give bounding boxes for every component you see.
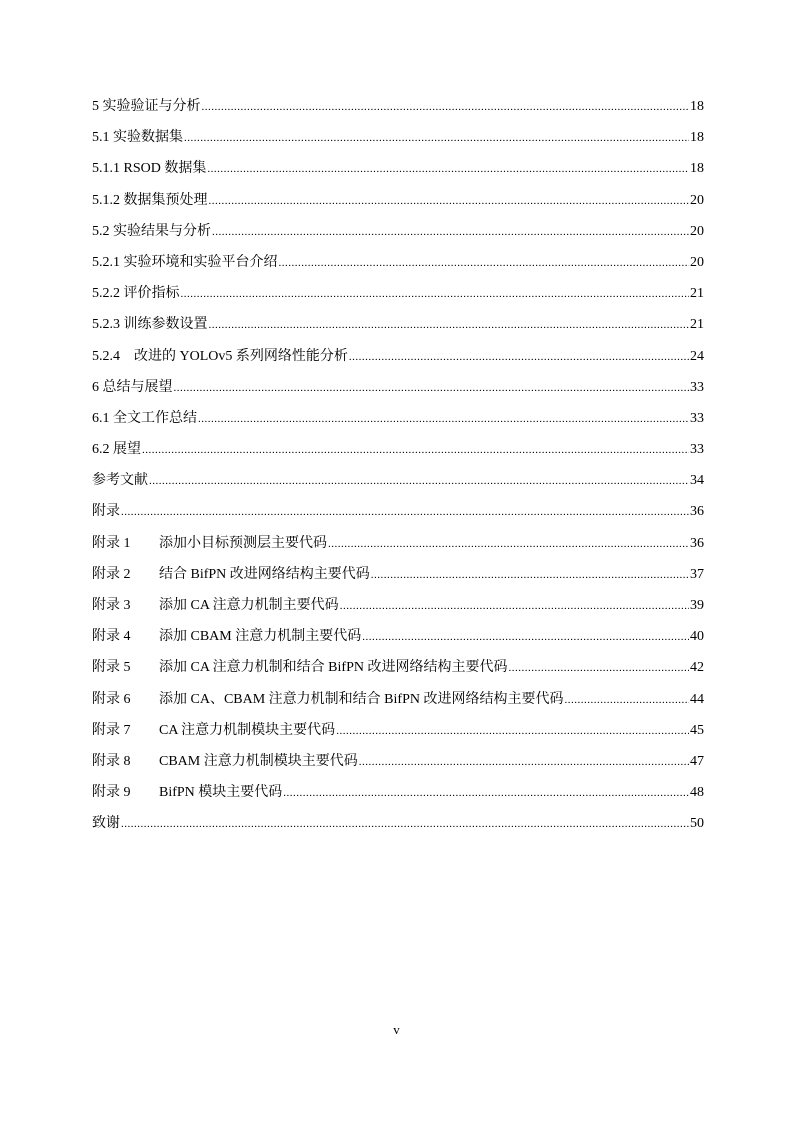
toc-page-number: 20 [690, 223, 704, 239]
toc-leader-dots [328, 529, 689, 560]
toc-entry-title [92, 621, 361, 652]
toc-entry-title: 5 实验验证与分析 [92, 99, 201, 114]
toc-entry-title [92, 684, 563, 715]
appendix-prefix: 附录 3 [92, 598, 131, 613]
appendix-title: BifPN 模块主要代码 [159, 785, 283, 801]
toc-page-number: 50 [690, 816, 704, 832]
toc-entry[interactable] [92, 434, 704, 465]
appendix-prefix: 附录 6 [92, 691, 131, 707]
toc-entry[interactable] [92, 808, 704, 839]
toc-entry-title: 5.2.1 实验环境和实验平台介绍 [92, 254, 278, 270]
toc-entry-title: 参考文献 [92, 473, 148, 489]
toc-page-number: 42 [690, 660, 704, 676]
toc-entry-title: 附录 [92, 504, 120, 520]
toc-leader-dots [142, 435, 689, 466]
toc-leader-dots [279, 248, 690, 279]
toc-entry[interactable] [92, 185, 704, 216]
toc-page-number: 18 [690, 99, 704, 114]
appendix-title: 结合 BifPN 改进网络结构主要代码 [159, 566, 370, 582]
toc-leader-dots [184, 123, 689, 154]
toc-page-number: 33 [690, 410, 704, 426]
appendix-prefix: 附录 9 [92, 785, 131, 801]
toc-entry-title [92, 746, 358, 777]
toc-page-number: 33 [690, 379, 704, 395]
toc-appendix-entry[interactable] [92, 590, 704, 621]
appendix-title: 添加 CA、CBAM 注意力机制和结合 BifPN 改进网络结构主要代码 [159, 691, 564, 707]
toc-entry[interactable] [92, 372, 704, 403]
toc-page-number: 44 [690, 691, 704, 707]
toc-entry-title: 5.1.2 数据集预处理 [92, 192, 208, 208]
toc-page-number: 36 [690, 504, 704, 520]
toc-appendix-entry[interactable] [92, 746, 704, 777]
toc-entry-title: 5.2.3 训练参数设置 [92, 317, 208, 333]
appendix-title: 添加小目标预测层主要代码 [159, 535, 327, 551]
toc-page-number: 24 [690, 348, 704, 364]
toc-appendix-entry[interactable] [92, 684, 704, 715]
toc-appendix-entry[interactable] [92, 621, 704, 652]
toc-entry[interactable] [92, 465, 704, 496]
appendix-title: 添加 CA 注意力机制主要代码 [159, 598, 339, 613]
toc-entry[interactable] [92, 153, 704, 184]
toc-entry-title [92, 777, 282, 808]
toc-page-number: 45 [690, 722, 704, 738]
toc-page-number: 48 [690, 785, 704, 801]
toc-entry[interactable] [92, 403, 704, 434]
appendix-prefix: 附录 1 [92, 535, 131, 551]
toc-leader-dots [149, 466, 689, 497]
table-of-contents [92, 91, 704, 840]
toc-entry[interactable] [92, 341, 704, 372]
toc-entry-title: 5.1 实验数据集 [92, 130, 183, 146]
toc-page-number: 18 [690, 161, 704, 177]
toc-page-number: 34 [690, 473, 704, 489]
toc-leader-dots [202, 92, 690, 123]
toc-page-number: 33 [690, 442, 704, 458]
toc-entry-title: 6 总结与展望 [92, 379, 173, 395]
toc-leader-dots [209, 186, 690, 217]
toc-leader-dots [340, 591, 689, 622]
toc-leader-dots [207, 154, 689, 185]
toc-page-number: 36 [690, 535, 704, 551]
toc-entry-title [92, 559, 370, 590]
toc-leader-dots [349, 342, 689, 373]
toc-entry[interactable] [92, 216, 704, 247]
toc-appendix-entry[interactable] [92, 715, 704, 746]
appendix-title: CA 注意力机制模块主要代码 [159, 722, 336, 738]
toc-leader-dots [121, 497, 689, 528]
toc-leader-dots [181, 279, 690, 310]
appendix-prefix: 附录 7 [92, 722, 131, 738]
toc-entry-title: 5.2.4 改进的 YOLOv5 系列网络性能分析 [92, 348, 348, 364]
toc-leader-dots [212, 217, 689, 248]
toc-entry-title: 5.1.1 RSOD 数据集 [92, 161, 207, 177]
appendix-prefix: 附录 4 [92, 629, 131, 645]
toc-leader-dots [174, 373, 690, 404]
toc-entry-title: 6.1 全文工作总结 [92, 410, 197, 426]
toc-page-number: 39 [690, 598, 704, 613]
appendix-prefix: 附录 5 [92, 660, 131, 676]
toc-entry-title: 5.2.2 评价指标 [92, 286, 180, 302]
appendix-title: 添加 CA 注意力机制和结合 BifPN 改进网络结构主要代码 [159, 660, 508, 676]
toc-page-number: 40 [690, 629, 704, 645]
appendix-prefix: 附录 2 [92, 566, 131, 582]
toc-entry-title [92, 652, 507, 683]
toc-leader-dots [564, 685, 689, 716]
toc-appendix-entry[interactable] [92, 777, 704, 808]
toc-page-number: 21 [690, 286, 704, 302]
appendix-prefix: 附录 8 [92, 753, 131, 769]
toc-entry[interactable] [92, 278, 704, 309]
toc-leader-dots [362, 622, 689, 653]
toc-entry[interactable] [92, 247, 704, 278]
toc-appendix-entry[interactable] [92, 528, 704, 559]
toc-entry-title [92, 715, 335, 746]
toc-entry-title: 致谢 [92, 816, 120, 832]
toc-leader-dots [283, 778, 689, 809]
toc-entry-title: 5.2 实验结果与分析 [92, 223, 211, 239]
toc-leader-dots [359, 747, 689, 778]
toc-page-number: 21 [690, 317, 704, 333]
toc-leader-dots [121, 809, 689, 840]
toc-leader-dots [371, 560, 689, 591]
appendix-title: CBAM 注意力机制模块主要代码 [159, 753, 358, 769]
toc-appendix-entry[interactable] [92, 652, 704, 683]
toc-entry[interactable] [92, 91, 704, 122]
toc-entry-title [92, 590, 339, 621]
toc-appendix-entry[interactable] [92, 559, 704, 590]
toc-page-number: 47 [690, 753, 704, 769]
toc-page-number: 37 [690, 566, 704, 582]
toc-leader-dots [209, 310, 690, 341]
toc-page-number: 18 [690, 130, 704, 146]
toc-entry[interactable] [92, 122, 704, 153]
toc-leader-dots [508, 653, 689, 684]
toc-entry[interactable] [92, 496, 704, 527]
toc-entry-title: 6.2 展望 [92, 442, 141, 458]
toc-page-number: 20 [690, 192, 704, 208]
toc-entry[interactable] [92, 309, 704, 340]
toc-entry-title [92, 528, 327, 559]
toc-leader-dots [336, 716, 689, 747]
appendix-title: 添加 CBAM 注意力机制主要代码 [159, 629, 362, 645]
toc-page-number: 20 [690, 254, 704, 270]
page-number: v [393, 1022, 400, 1037]
toc-leader-dots [198, 404, 689, 435]
